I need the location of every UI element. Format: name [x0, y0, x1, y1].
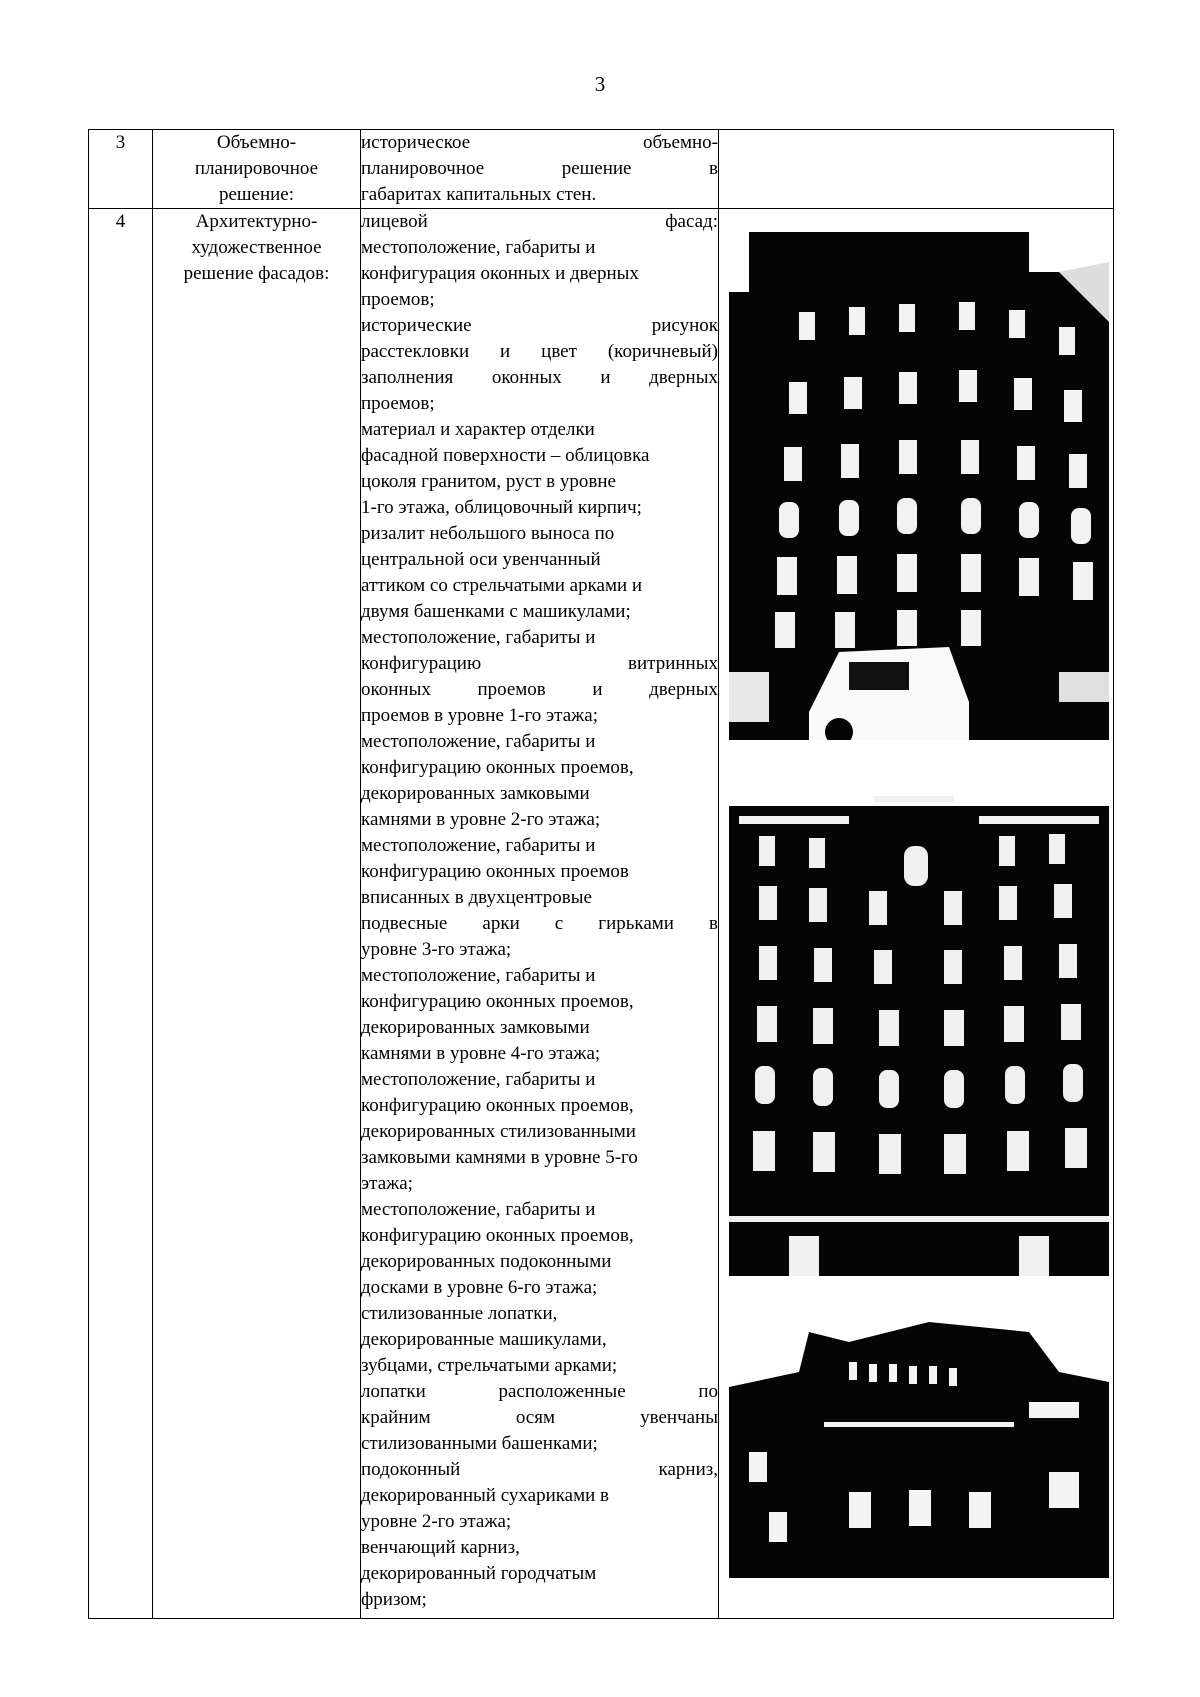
description-line: проемов в уровне 1-го этажа;	[361, 705, 598, 726]
facade-photo-central	[729, 776, 1109, 1276]
page-number: 3	[594, 72, 606, 96]
description-line: уровне 2-го этажа;	[361, 1511, 512, 1532]
description-line: камнями в уровне 4-го этажа;	[361, 1043, 601, 1064]
description-line: планировочное решение в	[361, 158, 718, 179]
description-line: декорированный сухариками в	[361, 1485, 610, 1506]
description-line: цоколя гранитом, руст в уровне	[361, 471, 616, 492]
element-name-line: решение:	[218, 184, 295, 205]
description-line: декорированных стилизованными	[361, 1121, 636, 1142]
description-line: местоположение, габариты и	[361, 1069, 596, 1090]
description-line: стилизованные лопатки,	[361, 1303, 558, 1324]
element-name-line: Объемно-	[216, 132, 297, 153]
description-line: лицевой фасад:	[361, 211, 718, 232]
description-line: конфигурацию витринных	[361, 653, 718, 674]
description-line: проемов;	[361, 393, 435, 414]
description-line: габаритах капитальных стен.	[361, 184, 597, 205]
element-name-line: художественное	[191, 237, 322, 258]
description-line: местоположение, габариты и	[361, 627, 596, 648]
description-line: венчающий карниз,	[361, 1537, 520, 1558]
description-line: ризалит небольшого выноса по	[361, 523, 615, 544]
description-line: местоположение, габариты и	[361, 731, 596, 752]
element-name-line: решение фасадов:	[183, 263, 330, 284]
description-line: 1-го этажа, облицовочный кирпич;	[361, 497, 642, 518]
description-line: центральной оси увенчанный	[361, 549, 601, 570]
element-description	[361, 209, 719, 1619]
description-line: камнями в уровне 2-го этажа;	[361, 809, 601, 830]
facade-photo-attic	[729, 1312, 1109, 1578]
facade-photo-overview	[729, 232, 1109, 740]
description-line: конфигурацию оконных проемов,	[361, 757, 634, 778]
description-line: конфигурацию оконных проемов,	[361, 991, 634, 1012]
description-line: конфигурацию оконных проемов	[361, 861, 629, 882]
description-line: декорированных замковыми	[361, 783, 590, 804]
description-line: конфигурация оконных и дверных	[361, 263, 639, 284]
description-line: местоположение, габариты и	[361, 835, 596, 856]
element-name	[153, 130, 361, 209]
description-line: уровне 3-го этажа;	[361, 939, 512, 960]
description-line: местоположение, габариты и	[361, 237, 596, 258]
description-line: историческое объемно-	[361, 132, 718, 153]
element-description	[361, 130, 719, 209]
description-line: замковыми камнями в уровне 5-го	[361, 1147, 638, 1168]
description-line: вписанных в двухцентровые	[361, 887, 592, 908]
element-name-line: Архитектурно-	[195, 211, 318, 232]
description-line: декорированные машикулами,	[361, 1329, 607, 1350]
description-line: фасадной поверхности – облицовка	[361, 445, 650, 466]
row-number: 4	[89, 209, 153, 1619]
row-number: 3	[89, 130, 153, 209]
description-line: подвесные арки с гирьками в	[361, 913, 718, 934]
description-line: оконных проемов и дверных	[361, 679, 718, 700]
description-line: местоположение, габариты и	[361, 965, 596, 986]
description-line: двумя башенками с машикулами;	[361, 601, 631, 622]
description-line: декорированных подоконными	[361, 1251, 612, 1272]
description-line: конфигурацию оконных проемов,	[361, 1095, 634, 1116]
description-line: материал и характер отделки	[361, 419, 595, 440]
description-line: конфигурацию оконных проемов,	[361, 1225, 634, 1246]
description-line: расстекловки и цвет (коричневый)	[361, 341, 718, 362]
description-line: декорированный городчатым	[361, 1563, 597, 1584]
description-line: аттиком со стрельчатыми арками и	[361, 575, 643, 596]
description-line: этажа;	[361, 1173, 413, 1194]
description-line: досками в уровне 6-го этажа;	[361, 1277, 598, 1298]
empty-photo-cell	[719, 130, 1114, 209]
description-line: заполнения оконных и дверных	[361, 367, 718, 388]
description-line: местоположение, габариты и	[361, 1199, 596, 1220]
description-line: декорированных замковыми	[361, 1017, 590, 1038]
description-line: фризом;	[361, 1589, 427, 1610]
description-line: зубцами, стрельчатыми арками;	[361, 1355, 618, 1376]
description-line: лопатки расположенные по	[361, 1381, 718, 1402]
description-line: стилизованными башенками;	[361, 1433, 598, 1454]
description-line: проемов;	[361, 289, 435, 310]
description-line: крайним осям увенчаны	[361, 1407, 718, 1428]
element-name-line: планировочное	[194, 158, 319, 179]
description-line: подоконный карниз,	[361, 1459, 718, 1480]
element-name	[153, 209, 361, 1619]
description-line: исторические рисунок	[361, 315, 718, 336]
table-row-3	[89, 130, 1114, 209]
